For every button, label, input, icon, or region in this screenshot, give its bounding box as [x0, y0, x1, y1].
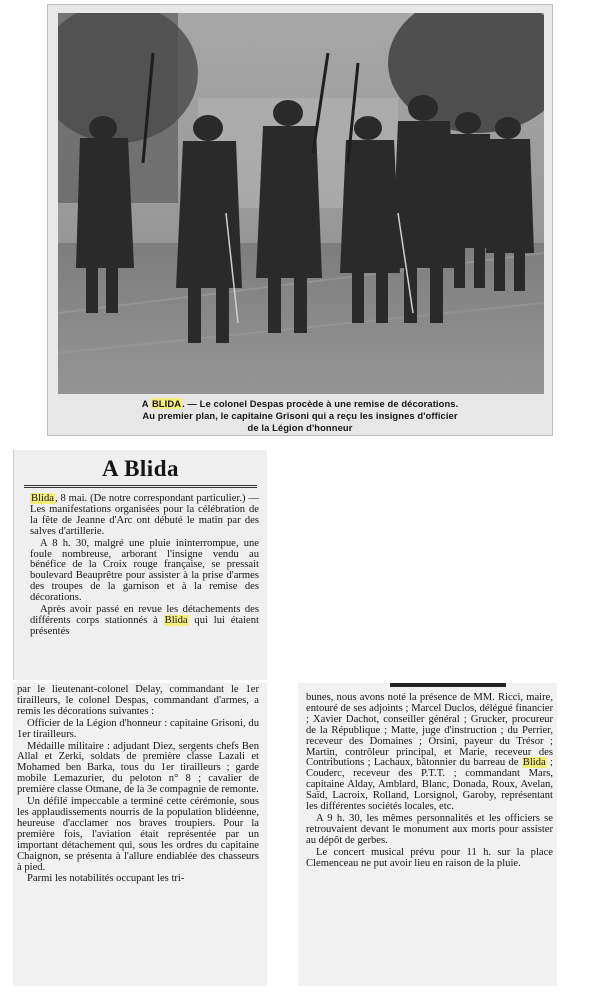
col3-paragraph-2: A 9 h. 30, les mêmes personnalités et les officiers se retrouvaient devant le monument aux morts pour assister au dépôt de gerbes.: [306, 812, 553, 846]
photo-caption: [56, 398, 544, 434]
article-title: A Blida: [101, 456, 179, 481]
col2-paragraph-5: Parmi les notabilités occupant les tri-: [27, 873, 185, 885]
caption-place: BLIDA: [151, 398, 182, 409]
article-clipping: [13, 450, 267, 680]
col2-paragraph-3: Médaille militaire : adjudant Diez, sergents chefs Ben Allal et Zerki, soldats de première classe Lazali et Mohamed ben Barka, tous du 1er tirailleurs ; garde mobile Lemazurier, du peloton n° 8 ; cavalier de première classe Otmane, de la 3e compagnie de remonte.: [17, 740, 259, 796]
place-highlight: Blida: [522, 757, 546, 769]
dateline-place: Blida: [31, 493, 54, 504]
column-3-clipping: [298, 683, 557, 986]
column-2-clipping: [13, 683, 267, 986]
photo-clipping: [47, 4, 553, 436]
caption-line3: de la Légion d'honneur: [247, 422, 353, 433]
title-rule: [24, 485, 257, 488]
place-highlight: Blida: [164, 614, 188, 626]
caption-line2: Au premier plan, le capitaine Grisoni qui a reçu les insignes d'officier: [142, 410, 458, 421]
col3-paragraph-3: Le concert musical prévu pour 11 h. sur la place Clemenceau ne put avoir lieu en raison de la pluie.: [306, 846, 553, 869]
col2-paragraph-1: par le lieutenant-colonel Delay, commandant le 1er tirailleurs, le colonel Despas, commandant d'armes, a remis les décorations suivantes :: [17, 684, 259, 717]
article-body: [30, 494, 259, 639]
ceremony-photo: [58, 13, 544, 394]
column-3-top-rule: [390, 683, 506, 687]
article-paragraph-3: Après avoir passé en revue les détachements des différents corps stationnés à Blida qui lui étaient présentés: [30, 604, 259, 637]
article-paragraph-1: Blida, 8 mai. (De notre correspondant particulier.) — Les manifestations organisées pour la célébration de la fête de Jeanne d'Arc ont débuté le matin par des salves d'artillerie.: [30, 493, 259, 537]
col2-paragraph-4: Un défilé impeccable a terminé cette cérémonie, sous les applaudissements nourris de la population blidéenne, heureuse d'acclamer nos braves troupiers. Pour la première fois, l'aviation était représentée par un important détachement qui, sous les ordres du capitaine Chaignon, se présenta à l'allure endiablée des chasseurs à pied.: [17, 796, 259, 873]
column-3-body: [306, 693, 553, 871]
col2-paragraph-2: Officier de la Légion d'honneur : capitaine Grisoni, du 1er tirailleurs.: [17, 717, 259, 740]
col3-paragraph-1: bunes, nous avons noté la présence de MM. Ricci, maire, entouré de ses adjoints ; Marcel Duclos, délégué financier ; Xavier Dachot, conseiller général ; Grucker, procureur de la République ; Matte, juge d'instruction ; du Perrier, receveur des Domaines ; Orsini, payeur du Trésor ; Martin, contrôleur principal, et Marie, receveur des Contributions ; Lachaux, bâtonnier du barreau de Blida ; Couderc, receveur des P.T.T. ; commandant Mars, capitaine Alday, Amblard, Blanc, Donada, Roux, Avelan, Saïd, Lacroix, Rolland, Lorsignol, Garoby, représentant les différentes sociétés locales, etc.: [306, 692, 553, 813]
article-paragraph-2: A 8 h. 30, malgré une pluie ininterrompue, une foule nombreuse, arborant l'insigne vendu au bénéfice de la Croix rouge française, se pressait boulevard Beauprêtre pour assister à la prise d'armes des troupes de la garnison et à la remise des décorations.: [30, 537, 259, 604]
column-2-body: [17, 685, 259, 886]
caption-line1: . — Le colonel Despas procède à une remise de décorations.: [182, 398, 459, 409]
caption-prefix: A: [141, 398, 151, 409]
